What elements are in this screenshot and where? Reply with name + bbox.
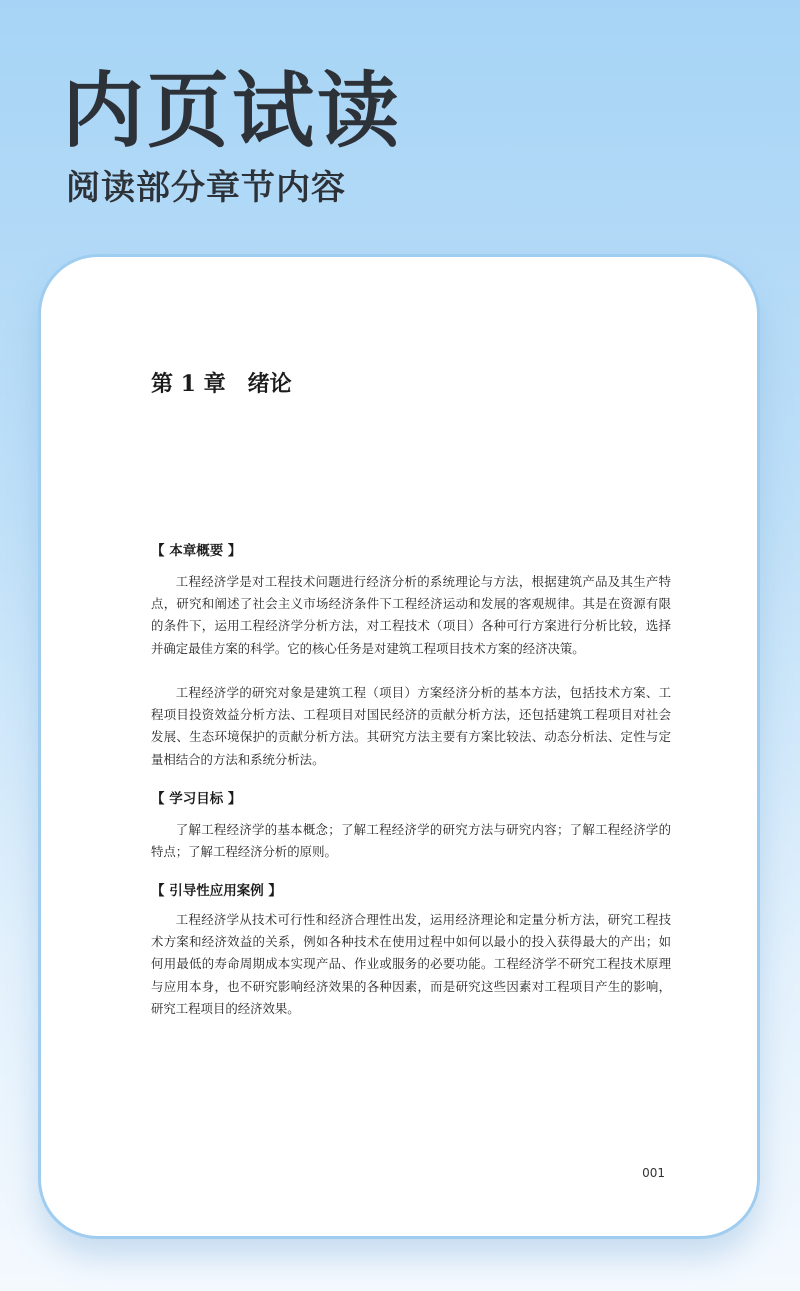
chapter-title: 第 1 章 绪论 <box>151 371 292 397</box>
section-heading-case: 【 引导性应用案例 】 <box>151 883 282 899</box>
page-title: 内页试读 <box>62 64 403 159</box>
book-page-card <box>38 254 760 1239</box>
overview-paragraph-1: 工程经济学是对工程技术问题进行经济分析的系统理论与方法，根据建筑产品及其生产特点，研究和阐述了社会主义市场经济条件下工程经济运动和发展的客观规律。其是在资源有限的条件下，运用工程经济学分析方法，对工程技术（项目）各种可行方案进行分析比较，选择并确定最佳方案的科学。它的核心任务是对建筑工程项目技术方案的经济决策。 <box>151 574 671 656</box>
section-heading-overview: 【 本章概要 】 <box>151 543 242 559</box>
case-paragraph: 工程经济学从技术可行性和经济合理性出发，运用经济理论和定量分析方法，研究工程技术方案和经济效益的关系，例如各种技术在使用过程中如何以最小的投入获得最大的产出；如何用最低的寿命周期成本实现产品、作业或服务的必要功能。工程经济学不研究工程技术原理与应用本身，也不研究影响经济效果的各种因素，而是研究这些因素对工程项目产生的影响，研究工程项目的经济效果。 <box>151 912 671 1016</box>
objectives-paragraph: 了解工程经济学的基本概念；了解工程经济学的研究方法与研究内容；了解工程经济学的特点；了解工程经济分析的原则。 <box>151 822 671 860</box>
overview-paragraph-2: 工程经济学的研究对象是建筑工程（项目）方案经济分析的基本方法，包括技术方案、工程项目投资效益分析方法、工程项目对国民经济的贡献分析方法，还包括建筑工程项目对社会发展、生态环境保护的贡献分析方法。其研究方法主要有方案比较法、动态分析法、定性与定量相结合的方法和系统分析法。 <box>151 685 671 767</box>
page-subtitle: 阅读部分章节内容 <box>66 168 346 208</box>
page-number: 001 <box>642 1166 665 1180</box>
page-header <box>62 62 402 210</box>
section-heading-objectives: 【 学习目标 】 <box>151 791 242 807</box>
